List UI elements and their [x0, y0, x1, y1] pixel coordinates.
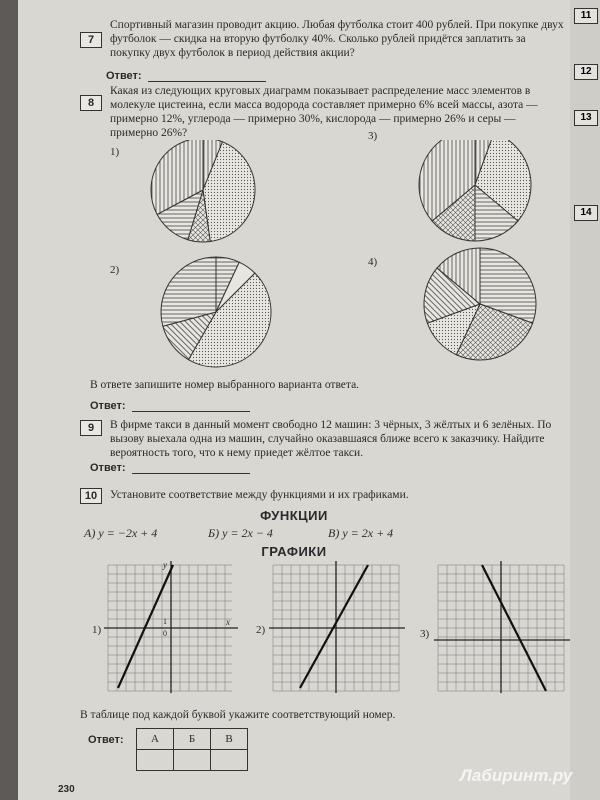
- answer-cell-b[interactable]: [174, 750, 211, 771]
- question-9-answer: [90, 462, 250, 474]
- pie-chart-2[interactable]: [161, 257, 271, 367]
- side-number-13: 13: [574, 110, 598, 126]
- question-8-text: Какая из следующих круговых диаграмм показывает распределение масс элементов в молекуле цистеина, если масса водорода составляет примерно 6% всей массы, азота — примерно 12%, углерода — примерно 30%, кислорода — примерно 26% и серы — примерно 26%?: [110, 85, 538, 139]
- question-7-answer: [106, 70, 266, 82]
- answer-line[interactable]: [132, 463, 250, 474]
- answer-header-a: А: [137, 729, 174, 750]
- answer-label: Ответ:: [106, 70, 142, 82]
- answer-cell-v[interactable]: [211, 750, 248, 771]
- pie-option-1-label: 1): [110, 146, 120, 158]
- side-number-12: 12: [574, 64, 598, 80]
- question-7-number: 7: [80, 32, 102, 48]
- question-10-answer-label: Ответ:: [88, 734, 124, 746]
- question-10-instruction: В таблице под каждой буквой укажите соответствующий номер.: [80, 709, 396, 721]
- pie-option-4-label: 4): [368, 256, 378, 268]
- functions-title: ФУНКЦИИ: [260, 508, 328, 523]
- question-7-text: Спортивный магазин проводит акцию. Любая футболка стоит 400 рублей. При покупке двух футболок — скидка на вторую футболку 40%. Сколько рублей придётся заплатить за покупку двух футболок в период действия акции?: [110, 19, 564, 59]
- question-8-number: 8: [80, 95, 102, 111]
- question-10-number: 10: [80, 488, 102, 504]
- function-v: В) y = 2x + 4: [328, 526, 394, 540]
- question-8-answer: [90, 400, 250, 412]
- answer-header-b: Б: [174, 729, 211, 750]
- graph-1-label: 1): [92, 624, 102, 636]
- graph-2[interactable]: [269, 561, 405, 693]
- pie-option-3-label: 3): [368, 130, 378, 142]
- answer-line[interactable]: [132, 401, 250, 412]
- question-9-number: 9: [80, 420, 102, 436]
- question-9-text: В фирме такси в данный момент свободно 12 машин: 3 чёрных, 3 жёлтых и 6 зелёных. По вызову выехала одна из машин, случайно оказавшаяся ближе всего к заказчику. Найдите вероятность того, что к нему приедет жёлтое такси.: [110, 419, 552, 459]
- graphs-title: ГРАФИКИ: [261, 544, 327, 559]
- page-number: 230: [58, 784, 75, 795]
- answer-cell-a[interactable]: [137, 750, 174, 771]
- pie-chart-4[interactable]: [424, 248, 536, 360]
- watermark: Лабиринт.ру: [460, 766, 573, 785]
- side-number-14: 14: [574, 205, 598, 221]
- graph-3[interactable]: [434, 561, 570, 693]
- graph-1-y-label: y: [163, 560, 167, 570]
- graph-2-label: 2): [256, 624, 266, 636]
- graph2-function-line: [300, 565, 368, 688]
- question-10-text: Установите соответствие между функциями и их графиками.: [110, 489, 409, 501]
- function-b: Б) y = 2x − 4: [208, 526, 273, 540]
- function-a: А) y = −2x + 4: [84, 526, 158, 540]
- answer-label: Ответ:: [90, 462, 126, 474]
- answer-header-v: В: [211, 729, 248, 750]
- graph-3-label: 3): [420, 628, 430, 640]
- graph-1-x-label: x: [226, 617, 230, 627]
- pie-charts: [18, 140, 570, 400]
- answer-line[interactable]: [148, 71, 266, 82]
- pie-chart-3[interactable]: [419, 140, 531, 241]
- answer-table: [136, 728, 248, 771]
- pie-chart-1[interactable]: [151, 140, 255, 242]
- graph-1-tick-zero: 0: [163, 629, 167, 638]
- graph-1[interactable]: [104, 561, 238, 693]
- side-number-11: 11: [574, 8, 598, 24]
- question-8-instruction: В ответе запишите номер выбранного варианта ответа.: [90, 379, 360, 391]
- graph-1-tick-one: 1: [163, 617, 167, 626]
- answer-label: Ответ:: [90, 400, 126, 412]
- pie-option-2-label: 2): [110, 264, 120, 276]
- textbook-page: [18, 0, 573, 800]
